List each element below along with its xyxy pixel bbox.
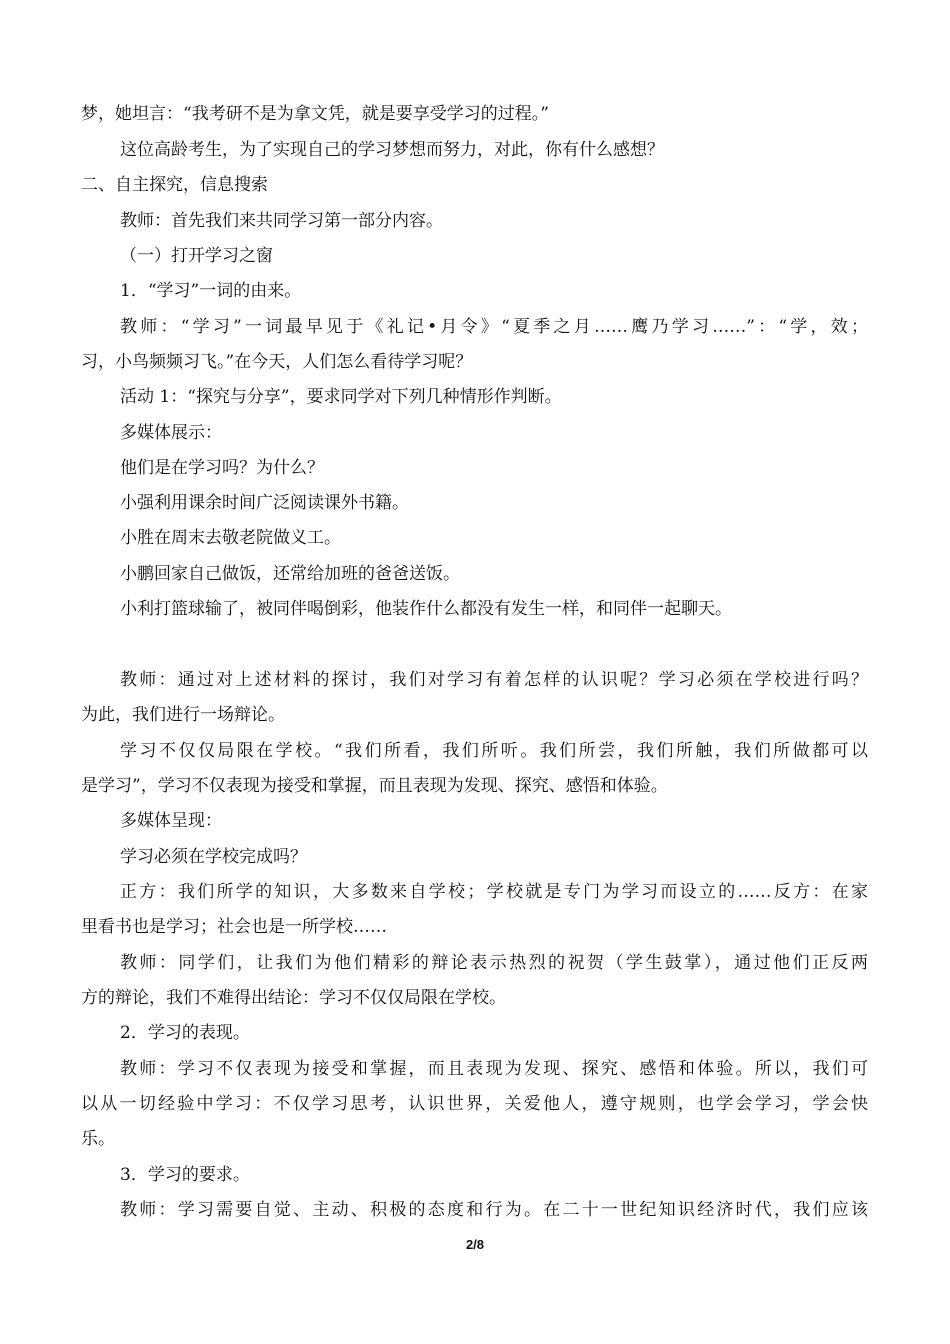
text-line: 梦，她坦言：“我考研不是为拿文凭，就是要享受学习的过程。” [81,104,549,124]
text-line: 习，小鸟频频习飞。”在今天，人们怎么看待学习呢？ [81,352,473,372]
text-line: 教师：“学习”一词最早见于《礼记•月令》“夏季之月……鹰乃学习……”：“学，效； [120,317,868,337]
text-line: 教师：学习不仅表现为接受和掌握，而且表现为发现、探究、感悟和体验。所以，我们可 [120,1059,868,1079]
text-line: 这位高龄考生，为了实现自己的学习梦想而努力，对此，你有什么感想？ [120,140,664,160]
text-line: 学习必须在学校完成吗？ [120,847,307,867]
text-line: 小利打篮球输了，被同伴喝倒彩，他装作什么都没有发生一样，和同伴一起聊天。 [120,599,732,619]
text-line: 教师：学习需要自觉、主动、积极的态度和行为。在二十一世纪知识经济时代，我们应该 [120,1200,868,1220]
section-heading: 二、自主探究，信息搜索 [81,175,268,195]
page-number: 2/8 [465,1237,485,1252]
text-line: 以从一切经验中学习：不仅学习思考，认识世界，关爱他人，遵守规则，也学会学习，学会快 [81,1094,868,1114]
text-line: 方的辩论，我们不难得出结论：学习不仅仅局限在学校。 [81,988,506,1008]
numbered-heading: 2．学习的表现。 [120,1023,250,1043]
text-line: 活动 1：“探究与分享”，要求同学对下列几种情形作判断。 [120,387,562,407]
numbered-heading: 1．“学习”一词的由来。 [120,281,302,301]
text-line: 教师：同学们，让我们为他们精彩的辩论表示热烈的祝贺（学生鼓掌），通过他们正反两 [120,953,868,973]
text-line: 是学习”，学习不仅表现为接受和掌握，而且表现为发现、探究、感悟和体验。 [81,776,668,796]
text-line: 正方：我们所学的知识，大多数来自学校；学校就是专门为学习而设立的……反方：在家 [120,882,868,902]
text-line: 里看书也是学习；社会也是一所学校…… [81,917,387,937]
subsection-heading: （一）打开学习之窗 [120,246,273,266]
numbered-heading: 3．学习的要求。 [120,1165,250,1185]
text-line: 多媒体呈现： [120,811,222,831]
text-line: 多媒体展示： [120,423,222,443]
text-line: 小强利用课余时间广泛阅读课外书籍。 [120,493,409,513]
text-line: 学习不仅仅局限在学校。“我们所看，我们所听。我们所尝，我们所触，我们所做都可以 [120,741,868,761]
text-line: 教师：首先我们来共同学习第一部分内容。 [120,211,443,231]
text-line: 他们是在学习吗？为什么？ [120,458,324,478]
text-line: 教师：通过对上述材料的探讨，我们对学习有着怎样的认识呢？学习必须在学校进行吗？ [120,670,868,690]
text-line: 小鹏回家自己做饭，还常给加班的爸爸送饭。 [120,564,460,584]
text-line: 小胜在周末去敬老院做义工。 [120,528,341,548]
text-line: 为此，我们进行一场辩论。 [81,705,285,725]
text-line: 乐。 [81,1129,115,1149]
